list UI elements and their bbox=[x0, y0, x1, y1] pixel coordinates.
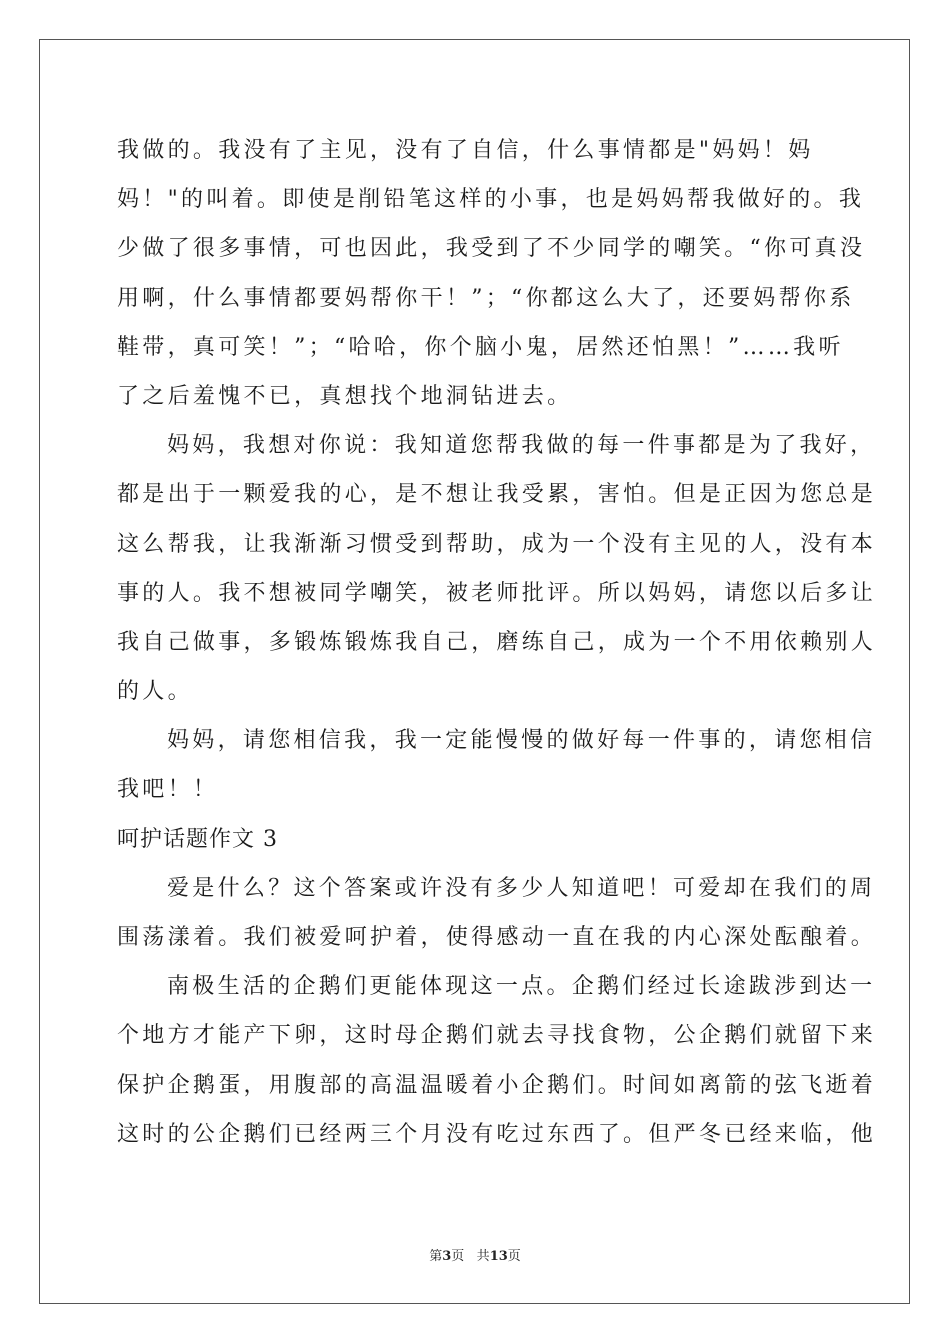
footer-total-pages: 13 bbox=[489, 1249, 508, 1264]
text-line: 少做了很多事情，可也因此，我受到了不少同学的嘲笑。“你可真没 bbox=[117, 236, 866, 262]
text-line: 了之后羞愧不已，真想找个地洞钻进去。 bbox=[117, 383, 573, 409]
text-line: 用啊，什么事情都要妈帮你干！”；“你都这么大了，还要妈帮你系 bbox=[117, 285, 855, 311]
text-line: 爱是什么？这个答案或许没有多少人知道吧！可爱却在我们的周 bbox=[167, 875, 876, 901]
text-line: 这么帮我，让我渐渐习惯受到帮助，成为一个没有主见的人，没有本 bbox=[117, 531, 877, 557]
text-line: 事的人。我不想被同学嘲笑，被老师批评。所以妈妈，请您以后多让 bbox=[117, 580, 877, 606]
text-line: 妈妈，请您相信我，我一定能慢慢的做好每一件事的，请您相信 bbox=[167, 728, 876, 754]
text-line: 的人。 bbox=[117, 679, 193, 705]
section-heading: 呵护话题作文 3 bbox=[117, 826, 278, 852]
text-line: 我做的。我没有了主见，没有了自信，什么事情都是"妈妈！妈 bbox=[117, 138, 814, 163]
text-line: 保护企鹅蛋，用腹部的高温温暖着小企鹅们。时间如离箭的弦飞逝着 bbox=[117, 1072, 877, 1098]
page-footer bbox=[0, 1245, 950, 1264]
footer-total-prefix: 共 bbox=[476, 1249, 490, 1264]
text-line: 南极生活的企鹅们更能体现这一点。企鹅们经过长途跋涉到达一 bbox=[167, 974, 876, 1000]
footer-total-suffix: 页 bbox=[507, 1249, 521, 1264]
text-line: 妈妈，我想对你说：我知道您帮我做的每一件事都是为了我好， bbox=[167, 433, 876, 459]
text-line: 这时的公企鹅们已经两三个月没有吃过东西了。但严冬已经来临，他 bbox=[117, 1121, 877, 1147]
footer-page-suffix: 页 bbox=[451, 1249, 465, 1264]
text-line: 我吧！！ bbox=[117, 777, 219, 803]
text-line: 个地方才能产下卵，这时母企鹅们就去寻找食物，公企鹅们就留下来 bbox=[117, 1023, 877, 1049]
text-line: 我自己做事，多锻炼锻炼我自己，磨练自己，成为一个不用依赖别人 bbox=[117, 629, 877, 655]
footer-page-prefix: 第 bbox=[429, 1249, 443, 1264]
text-line: 鞋带，真可笑！”；“哈哈，你个脑小鬼，居然还怕黑！”……我听 bbox=[117, 334, 844, 360]
document-body bbox=[117, 126, 877, 1159]
text-line: 都是出于一颗爱我的心，是不想让我受累，害怕。但是正因为您总是 bbox=[117, 482, 877, 508]
text-line: 妈！"的叫着。即使是削铅笔这样的小事，也是妈妈帮我做好的。我 bbox=[117, 187, 865, 213]
footer-page-number: 3 bbox=[442, 1249, 452, 1264]
text-line: 围荡漾着。我们被爱呵护着，使得感动一直在我的内心深处酝酿着。 bbox=[117, 925, 877, 950]
